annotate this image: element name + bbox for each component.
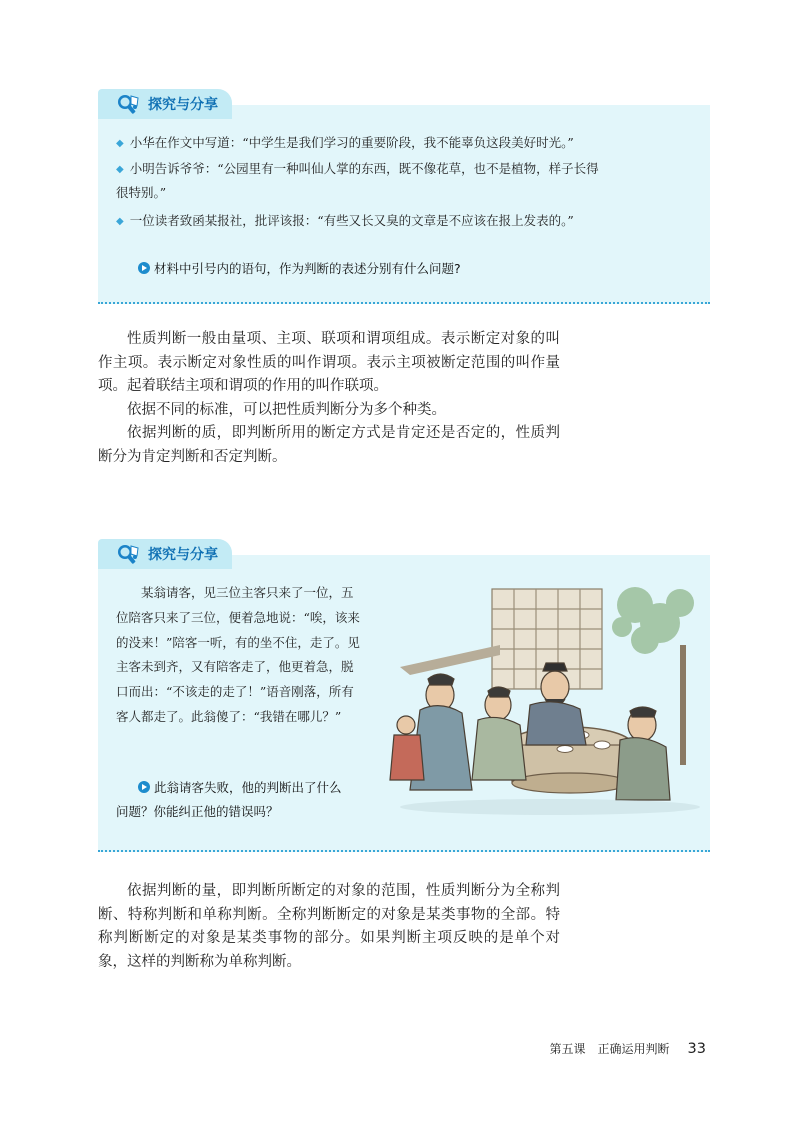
body-text-2 <box>98 880 560 974</box>
explore-share-panel-1 <box>98 97 710 304</box>
explore-share-panel-2 <box>98 547 710 852</box>
page-footer <box>550 1040 706 1057</box>
dotted-divider <box>98 302 710 304</box>
dotted-divider <box>98 850 710 852</box>
diamond-bullet-icon: ◆ <box>116 164 124 175</box>
quote-3: ◆ 一位读者致函某报社，批评该报：“有些又长又臭的文章是不应该在报上发表的。” <box>116 213 574 228</box>
panel-1-question: 材料中引号内的语句，作为判断的表述分别有什么问题? <box>138 258 461 280</box>
magnifier-book-icon <box>116 92 140 116</box>
body-text-1 <box>98 328 560 469</box>
paragraph: 依据判断的质，即判断所用的断定方式是肯定还是否定的，性质判断分为肯定判断和否定判断。 <box>98 425 560 465</box>
banquet-illustration <box>380 575 710 820</box>
quote-1: ◆ 小华在作文中写道：“中学生是我们学习的重要阶段，我不能辜负这段美好时光。” <box>116 135 574 150</box>
play-arrow-icon <box>138 262 150 274</box>
panel-1-tab <box>98 89 232 119</box>
paragraph: 依据判断的量，即判断所断定的对象的范围，性质判断分为全称判断、特称判断和单称判断。全称判断断定的对象是某类事物的全部。特称判断断定的对象是某类事物的部分。如果判断主项反映的是单个对象，这样的判断称为单称判断。 <box>98 883 560 970</box>
chapter-title: 正确运用判断 <box>597 1042 670 1056</box>
magnifier-book-icon <box>116 542 140 566</box>
quote-2: ◆ 小明告诉爷爷：“公园里有一种叫仙人掌的东西，既不像花草，也不是植物，样子长得 <box>116 161 599 176</box>
paragraph: 依据不同的标准，可以把性质判断分为多个种类。 <box>127 401 446 418</box>
diamond-bullet-icon: ◆ <box>116 138 124 149</box>
paragraph: 性质判断一般由量项、主项、联项和谓项组成。表示断定对象的叫作主项。表示断定对象性质的叫作谓项。表示主项被断定范围的叫作量项。起着联结主项和谓项的作用的叫作联项。 <box>98 331 560 394</box>
panel-1-title: 探究与分享 <box>148 97 218 113</box>
quote-2-continued: 很特别。” <box>116 185 167 200</box>
play-arrow-icon <box>138 781 150 793</box>
story-text: 某翁请客，见三位主客只来了一位，五位陪客只来了三位，便着急地说：“唉，该来的没来！”陪客一听，有的坐不住，走了。见主客未到齐，又有陪客走了，他更着急，脱口而出：“不该走的走了！”语音刚落，所有客人都走了。此翁傻了：“我错在哪儿？” <box>116 585 360 724</box>
lesson-label: 第五课 <box>549 1042 586 1056</box>
diamond-bullet-icon: ◆ <box>116 216 124 227</box>
panel-2-title: 探究与分享 <box>148 547 218 563</box>
guest-figure-center <box>472 687 526 780</box>
panel-2-question: 此翁请客失败，他的判断出了什么 问题？你能纠正他的错误吗？ <box>116 780 342 819</box>
page-number: 33 <box>687 1041 706 1057</box>
panel-2-tab <box>98 539 232 569</box>
guest-figure-right <box>616 707 670 800</box>
tree-foliage <box>612 587 694 654</box>
